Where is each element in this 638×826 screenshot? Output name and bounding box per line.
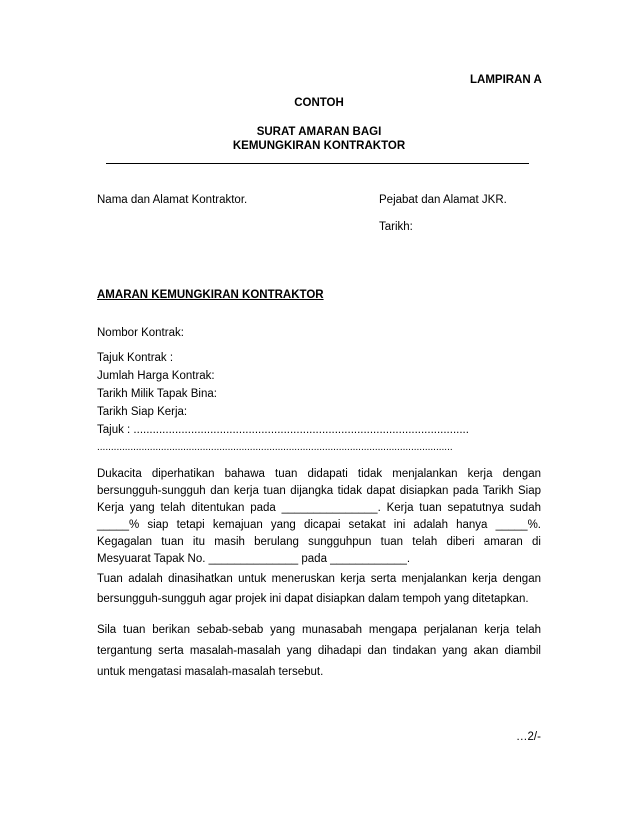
paragraph-line: bersungguh-sungguh agar projek ini dapat disiapkan dalam tempoh yang ditetapkan.	[97, 593, 529, 605]
paragraph-delay-notice	[97, 466, 541, 568]
title-line-2: KEMUNGKIRAN KONTRAKTOR	[232, 140, 406, 152]
paragraph-line: tergantung serta masalah-masalah yang dihadapi dan tindakan yang akan diambil	[97, 645, 541, 657]
paragraph-advice	[97, 569, 541, 609]
site-possession-date-field: Tarikh Milik Tapak Bina:	[97, 388, 217, 400]
title-line-1: SURAT AMARAN BAGI	[256, 126, 382, 138]
appendix-label: LAMPIRAN A	[470, 74, 542, 86]
contract-title-field: Tajuk Kontrak :	[97, 352, 174, 364]
title-field: Tajuk : .........................................................................................................	[97, 424, 469, 436]
page-continuation-marker: …2/-	[516, 731, 541, 743]
office-address-label: Pejabat dan Alamat JKR.	[379, 194, 507, 206]
sample-label: CONTOH	[294, 97, 344, 109]
paragraph-line: bersungguh-sungguh dan kerja tuan dijangka tidak dapat disiapkan pada Tarikh Siap	[97, 485, 541, 497]
paragraph-line: Mesyuarat Tapak No. ______________ pada ____________.	[97, 553, 411, 565]
paragraph-line: untuk mengatasi masalah-masalah tersebut.	[97, 666, 324, 678]
paragraph-request-reasons	[97, 620, 541, 683]
title-field-continuation: ................................................................................................................................	[97, 442, 453, 453]
paragraph-line: Dukacita diperhatikan bahawa tuan didapati tidak menjalankan kerja dengan	[97, 468, 541, 480]
paragraph-line: _____% siap tetapi kemajuan yang dicapai setakat ini adalah hanya _____%.	[97, 519, 541, 531]
paragraph-line: Sila tuan berikan sebab-sebab yang munasabah mengapa perjalanan kerja telah	[97, 624, 541, 636]
date-label: Tarikh:	[379, 221, 413, 233]
contract-number-field: Nombor Kontrak:	[97, 327, 184, 339]
paragraph-line: Kegagalan tuan itu masih berulang sungguhpun tuan telah diberi amaran di	[97, 536, 541, 548]
paragraph-line: Kerja yang telah ditentukan pada _______________. Kerja tuan sepatutnya sudah	[97, 502, 541, 514]
completion-date-field: Tarikh Siap Kerja:	[97, 406, 188, 418]
warning-heading: AMARAN KEMUNGKIRAN KONTRAKTOR	[97, 289, 324, 301]
title-divider	[106, 163, 529, 164]
contractor-address-label: Nama dan Alamat Kontraktor.	[97, 194, 248, 206]
contract-value-field: Jumlah Harga Kontrak:	[97, 370, 215, 382]
paragraph-line: Tuan adalah dinasihatkan untuk meneruskan kerja serta menjalankan kerja dengan	[97, 573, 541, 585]
